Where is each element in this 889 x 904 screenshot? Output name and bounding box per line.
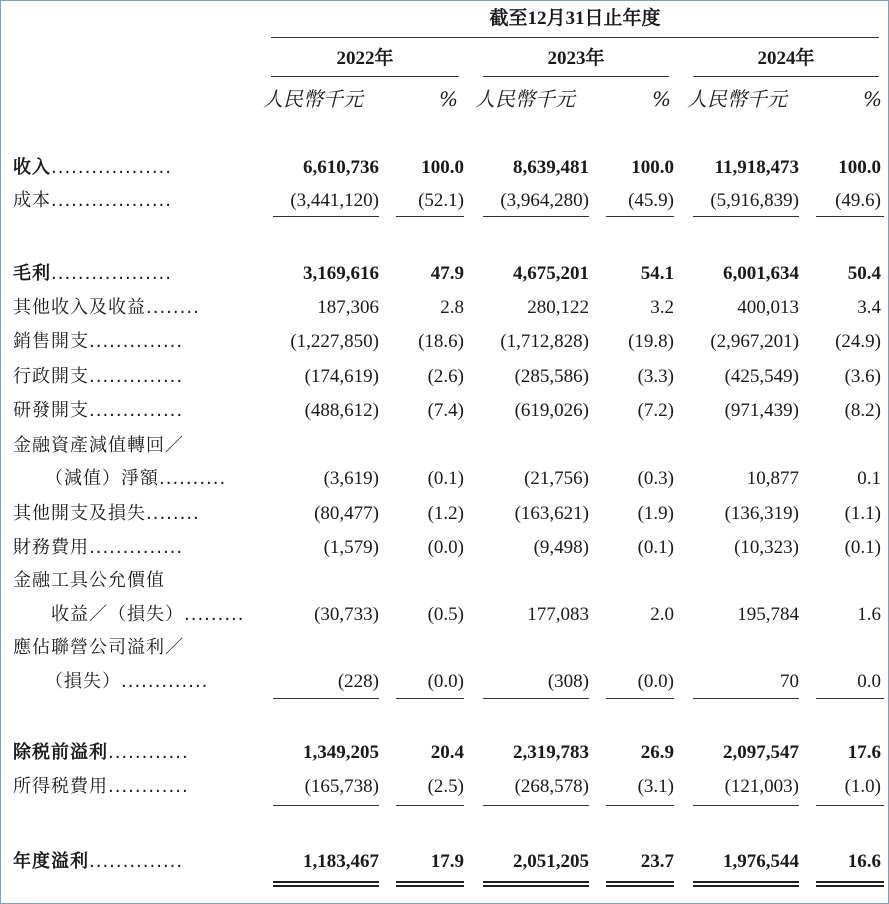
row-label: （減值）淨額..........	[45, 468, 227, 489]
row-label: 行政開支..............	[13, 366, 184, 387]
amount-cell: (9,498)	[533, 537, 589, 558]
leader-dots: ..................	[51, 263, 172, 284]
leader-dots: ..............	[89, 851, 184, 872]
percent-cell: 100.0	[421, 157, 464, 178]
leader-dots: ..............	[89, 366, 184, 387]
leader-dots: ............	[108, 776, 189, 797]
subtotal-line	[483, 698, 589, 699]
amount-cell: (3,441,120)	[290, 190, 379, 211]
amount-cell: (1,712,828)	[500, 331, 589, 352]
row-label: 應佔聯營公司溢利／	[13, 637, 184, 658]
row-label: 金融工具公允價值	[13, 570, 165, 591]
row-label: 其他開支及損失........	[13, 503, 200, 524]
amount-cell: (425,549)	[724, 366, 799, 387]
amount-cell: (1,579)	[323, 537, 379, 558]
percent-cell: (18.6)	[418, 331, 464, 352]
amount-cell: 195,784	[737, 604, 799, 625]
subtotal-line	[606, 698, 674, 699]
amount-cell: 187,306	[317, 297, 379, 318]
year-header-2024: 2024年	[757, 48, 815, 69]
percent-cell: 17.6	[847, 742, 881, 763]
total-double-line	[396, 881, 464, 887]
percent-cell: (1.9)	[637, 503, 674, 524]
amount-cell: 6,610,736	[303, 157, 379, 178]
leader-dots: ............	[108, 742, 189, 763]
leader-dots: ........	[146, 503, 200, 524]
amount-cell: (228)	[337, 671, 379, 692]
subtotal-line	[693, 805, 799, 806]
amount-cell: (165,738)	[304, 776, 379, 797]
percent-cell: (0.0)	[427, 537, 464, 558]
subtotal-line	[606, 805, 674, 806]
amount-cell: (285,586)	[514, 366, 589, 387]
percent-cell: (8.2)	[844, 400, 881, 421]
subtotal-line	[816, 698, 884, 699]
amount-cell: 3,169,616	[303, 263, 379, 284]
amount-cell: (268,578)	[514, 776, 589, 797]
row-label: 研發開支..............	[13, 400, 184, 421]
row-label: 所得税費用............	[13, 776, 189, 797]
row-label: 銷售開支..............	[13, 331, 184, 352]
year-header-2023: 2023年	[547, 48, 605, 69]
percent-cell: 23.7	[640, 851, 674, 872]
percent-cell: 2.8	[440, 297, 464, 318]
percent-cell: (49.6)	[835, 190, 881, 211]
leader-dots: ..................	[51, 157, 172, 178]
percent-cell: 3.2	[650, 297, 674, 318]
amount-cell: 177,083	[527, 604, 589, 625]
percent-cell: 3.4	[857, 297, 881, 318]
subtotal-line	[273, 698, 379, 699]
amount-cell: 8,639,481	[513, 157, 589, 178]
percent-cell: (0.1)	[844, 537, 881, 558]
leader-dots: ..........	[159, 468, 227, 489]
percent-cell: 2.0	[650, 604, 674, 625]
percent-cell: 26.9	[640, 742, 674, 763]
amount-cell: (3,964,280)	[500, 190, 589, 211]
total-double-line	[606, 881, 674, 887]
row-label: 毛利..................	[13, 263, 172, 284]
percent-cell: 1.6	[857, 604, 881, 625]
row-label: 收入..................	[13, 157, 172, 178]
percent-cell: (3.6)	[844, 366, 881, 387]
percent-cell: (19.8)	[628, 331, 674, 352]
period-header: 截至12月31日止年度	[489, 8, 661, 29]
amount-cell: (30,733)	[314, 604, 379, 625]
amount-cell: 1,976,544	[723, 851, 799, 872]
subtotal-line	[483, 805, 589, 806]
subtotal-line	[396, 698, 464, 699]
amount-cell: 1,349,205	[303, 742, 379, 763]
percent-cell: 47.9	[430, 263, 464, 284]
percent-cell: (3.3)	[637, 366, 674, 387]
subtotal-line	[816, 805, 884, 806]
row-label: 成本..................	[13, 190, 172, 211]
leader-dots: .........	[184, 604, 245, 625]
amount-cell: 280,122	[527, 297, 589, 318]
amount-cell: (80,477)	[314, 503, 379, 524]
percent-cell: (52.1)	[418, 190, 464, 211]
amount-cell: 4,675,201	[513, 263, 589, 284]
percent-cell: (1.0)	[844, 776, 881, 797]
amount-cell: (10,323)	[734, 537, 799, 558]
percent-cell: 54.1	[640, 263, 674, 284]
amount-cell: (971,439)	[724, 400, 799, 421]
percent-cell: (0.0)	[637, 671, 674, 692]
amount-cell: 1,183,467	[303, 851, 379, 872]
percent-cell: 16.6	[847, 851, 881, 872]
subtotal-line	[273, 216, 379, 217]
period-underline	[271, 37, 879, 38]
unit-pct-2022: %	[439, 87, 459, 111]
percent-cell: (0.5)	[427, 604, 464, 625]
amount-cell: (5,916,839)	[710, 190, 799, 211]
amount-cell: (121,003)	[724, 776, 799, 797]
leader-dots: ..............	[89, 331, 184, 352]
subtotal-line	[693, 216, 799, 217]
amount-cell: 10,877	[746, 468, 799, 489]
amount-cell: (308)	[547, 671, 589, 692]
amount-cell: (21,756)	[524, 468, 589, 489]
amount-cell: 70	[780, 671, 799, 692]
amount-cell: (163,621)	[514, 503, 589, 524]
percent-cell: (24.9)	[835, 331, 881, 352]
amount-cell: (1,227,850)	[290, 331, 379, 352]
total-double-line	[483, 881, 589, 887]
percent-cell: 100.0	[631, 157, 674, 178]
percent-cell: 0.1	[857, 468, 881, 489]
year-underline-2024	[693, 76, 879, 77]
leader-dots: ..............	[89, 400, 184, 421]
amount-cell: 400,013	[737, 297, 799, 318]
row-label: 財務費用..............	[13, 537, 184, 558]
percent-cell: (1.2)	[427, 503, 464, 524]
unit-rmb-2023: 人民幣千元	[475, 87, 575, 111]
year-underline-2023	[483, 76, 669, 77]
percent-cell: 100.0	[838, 157, 881, 178]
unit-pct-2023: %	[652, 87, 672, 111]
percent-cell: (7.4)	[427, 400, 464, 421]
percent-cell: (0.3)	[637, 468, 674, 489]
total-double-line	[273, 881, 379, 887]
row-label: 收益／（損失）.........	[51, 604, 245, 625]
leader-dots: ........	[146, 297, 200, 318]
row-label: （損失）.............	[45, 671, 209, 692]
amount-cell: (136,319)	[724, 503, 799, 524]
percent-cell: (0.1)	[427, 468, 464, 489]
subtotal-line	[606, 216, 674, 217]
percent-cell: (3.1)	[637, 776, 674, 797]
percent-cell: (1.1)	[844, 503, 881, 524]
subtotal-line	[396, 216, 464, 217]
amount-cell: (2,967,201)	[710, 331, 799, 352]
unit-pct-2024: %	[863, 87, 883, 111]
amount-cell: (619,026)	[514, 400, 589, 421]
percent-cell: 17.9	[430, 851, 464, 872]
percent-cell: (7.2)	[637, 400, 674, 421]
amount-cell: 2,051,205	[513, 851, 589, 872]
subtotal-line	[693, 698, 799, 699]
year-underline-2022	[271, 76, 459, 77]
subtotal-line	[816, 216, 884, 217]
subtotal-line	[396, 805, 464, 806]
percent-cell: 20.4	[430, 742, 464, 763]
amount-cell: 2,097,547	[723, 742, 799, 763]
unit-rmb-2022: 人民幣千元	[263, 87, 363, 111]
row-label: 金融資產減值轉回／	[13, 435, 184, 456]
percent-cell: (2.6)	[427, 366, 464, 387]
unit-rmb-2024: 人民幣千元	[687, 87, 787, 111]
amount-cell: 2,319,783	[513, 742, 589, 763]
amount-cell: 6,001,634	[723, 263, 799, 284]
leader-dots: .............	[121, 671, 209, 692]
total-double-line	[693, 881, 799, 887]
row-label: 年度溢利..............	[13, 851, 184, 872]
amount-cell: (3,619)	[323, 468, 379, 489]
leader-dots: ..................	[51, 190, 172, 211]
percent-cell: (0.1)	[637, 537, 674, 558]
amount-cell: 11,918,473	[714, 157, 799, 178]
percent-cell: (45.9)	[628, 190, 674, 211]
percent-cell: (2.5)	[427, 776, 464, 797]
percent-cell: 50.4	[847, 263, 881, 284]
year-header-2022: 2022年	[336, 48, 394, 69]
subtotal-line	[483, 216, 589, 217]
row-label: 其他收入及收益........	[13, 297, 200, 318]
subtotal-line	[273, 805, 379, 806]
amount-cell: (174,619)	[304, 366, 379, 387]
row-label: 除税前溢利............	[13, 742, 189, 763]
percent-cell: (0.0)	[427, 671, 464, 692]
leader-dots: ..............	[89, 537, 184, 558]
percent-cell: 0.0	[857, 671, 881, 692]
amount-cell: (488,612)	[304, 400, 379, 421]
total-double-line	[816, 881, 884, 887]
